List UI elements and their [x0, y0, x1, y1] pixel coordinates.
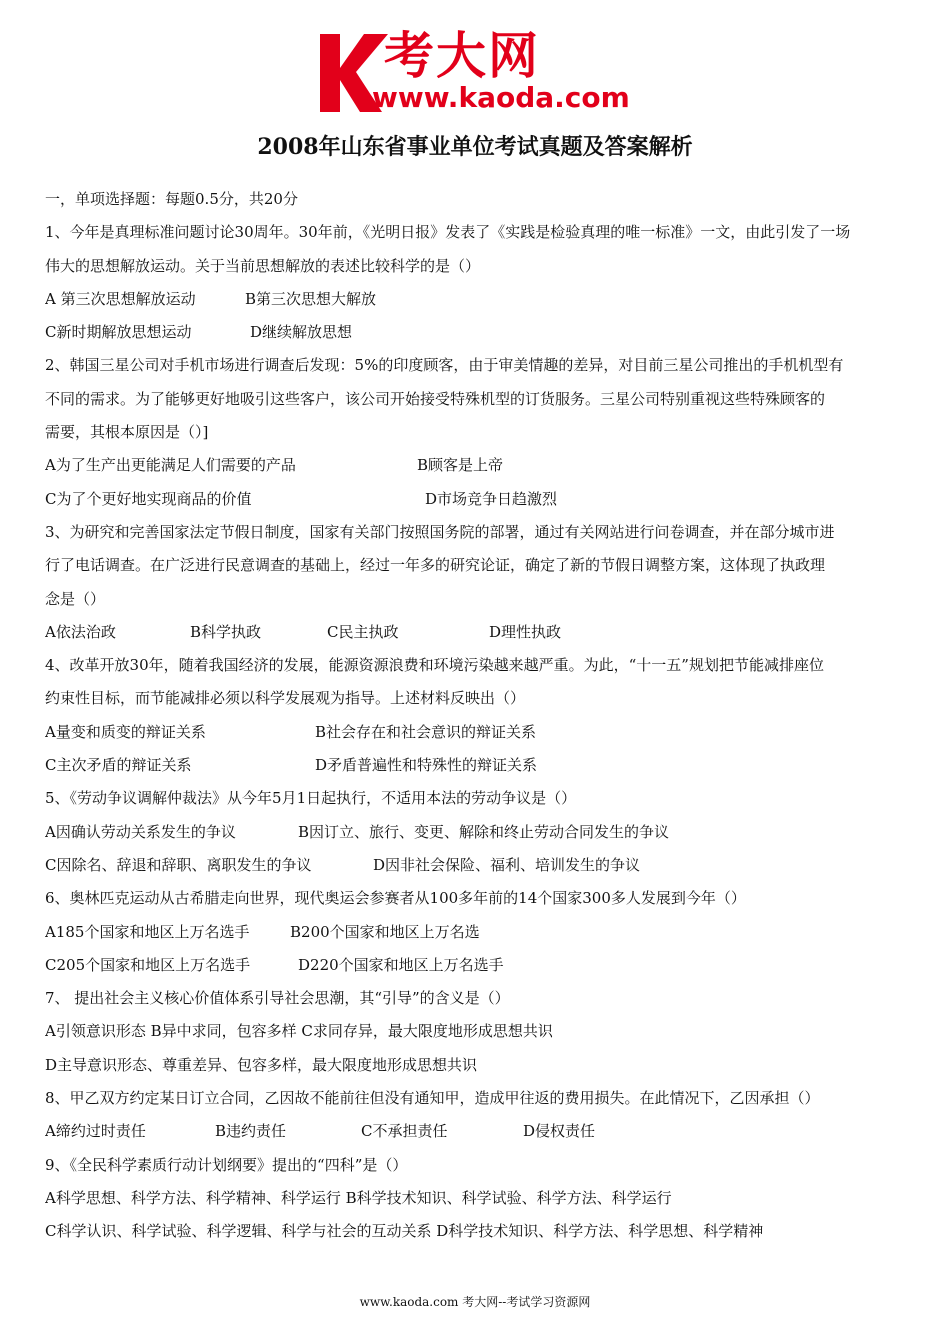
text-line: 6、奥林匹克运动从古希腊走向世界，现代奥运会参赛者从100多年前的14个国家300多人发展到今年（）	[45, 889, 746, 908]
text-line: 2、韩国三星公司对手机市场进行调查后发现：5%的印度顾客，由于审美情趣的差异，对目前三星公司推出的手机机型有	[45, 356, 844, 375]
option-item: D市场竞争日趋激烈	[425, 489, 558, 508]
text-line: D主导意识形态、尊重差异、包容多样，最大限度地形成思想共识	[45, 1055, 478, 1074]
option-item: A缔约过时责任	[45, 1122, 146, 1141]
option-item: C因除名、辞退和辞职、离职发生的争议	[45, 855, 312, 874]
text-line: 7、 提出社会主义核心价值体系引导社会思潮，其“引导”的含义是（）	[45, 989, 510, 1008]
option-item: B第三次思想大解放	[245, 289, 377, 308]
text-line: 约束性目标，而节能减排必须以科学发展观为指导。上述材料反映出（）	[45, 689, 526, 708]
option-item: D矛盾普遍性和特殊性的辩证关系	[315, 756, 538, 775]
option-item: A 第三次思想解放运动	[45, 289, 196, 308]
text-line: C科学认识、科学试验、科学逻辑、科学与社会的互动关系 D科学技术知识、科学方法、科学思想、科学精神	[45, 1222, 764, 1241]
options-line	[45, 283, 907, 316]
logo-url-text: www.kaoda.com	[372, 81, 630, 114]
option-item: C主次矛盾的辩证关系	[45, 756, 192, 775]
options-line	[45, 916, 907, 949]
option-item: B违约责任	[215, 1122, 287, 1141]
text-line: 8、甲乙双方约定某日订立合同，乙因故不能前往但没有通知甲，造成甲往返的费用损失。在此情况下，乙因承担（）	[45, 1089, 820, 1108]
option-item: C新时期解放思想运动	[45, 323, 192, 342]
options-line	[45, 949, 907, 982]
text-line: 4、改革开放30年，随着我国经济的发展，能源资源浪费和环境污染越来越严重。为此，“十一五”规划把节能减排座位	[45, 656, 824, 675]
text-line: 不同的需求。为了能够更好地吸引这些客户，该公司开始接受特殊机型的订货服务。三星公司特别重视这些特殊顾客的	[45, 389, 826, 408]
option-item: D理性执政	[489, 622, 562, 641]
text-line: 一，单项选择题：每题0.5分，共20分	[45, 190, 298, 208]
option-item: C205个国家和地区上万名选手	[45, 955, 251, 974]
text-line: A引领意识形态 B异中求同，包容多样 C求同存异，最大限度地形成思想共识	[45, 1022, 553, 1041]
option-item: A为了生产出更能满足人们需要的产品	[45, 456, 296, 475]
option-item: B200个国家和地区上万名选	[290, 922, 480, 941]
options-line	[45, 716, 907, 749]
option-item: B社会存在和社会意识的辩证关系	[315, 722, 537, 741]
text-line: 需要，其根本原因是（）]	[45, 423, 209, 442]
text-line: A科学思想、科学方法、科学精神、科学运行 B科学技术知识、科学试验、科学方法、科学运行	[45, 1188, 672, 1207]
options-line	[45, 816, 907, 849]
option-item: D220个国家和地区上万名选手	[298, 955, 504, 974]
options-line	[45, 1115, 907, 1148]
option-item: B因订立、旅行、变更、解除和终止劳动合同发生的争议	[298, 822, 670, 841]
options-line	[45, 449, 907, 482]
kaoda-logo	[312, 28, 642, 118]
option-item: D继续解放思想	[250, 323, 353, 342]
option-item: A185个国家和地区上万名选手	[45, 922, 250, 941]
option-item: B科学执政	[190, 622, 262, 641]
text-line: 9、《全民科学素质行动计划纲要》提出的“四科”是（）	[45, 1155, 408, 1174]
options-line	[45, 616, 907, 649]
option-item: B顾客是上帝	[417, 456, 504, 475]
question-content	[45, 183, 907, 1249]
text-line: 行了电话调查。在广泛进行民意调查的基础上，经过一年多的研究论证，确定了新的节假日调整方案，这体现了执政理	[45, 556, 826, 575]
option-item: C不承担责任	[361, 1122, 448, 1141]
option-item: A依法治政	[45, 622, 116, 641]
options-line	[45, 316, 907, 349]
options-line	[45, 749, 907, 782]
page-title: 2008年山东省事业单位考试真题及答案解析	[257, 134, 693, 160]
options-line	[45, 483, 907, 516]
option-item: A量变和质变的辩证关系	[45, 722, 206, 741]
option-item: D侵权责任	[523, 1122, 596, 1141]
option-item: A因确认劳动关系发生的争议	[45, 822, 236, 841]
text-line: 3、为研究和完善国家法定节假日制度，国家有关部门按照国务院的部署，通过有关网站进行问卷调查，并在部分城市进	[45, 522, 835, 541]
option-item: C民主执政	[327, 622, 399, 641]
text-line: 伟大的思想解放运动。关于当前思想解放的表述比较科学的是（）	[45, 256, 481, 275]
text-line: 念是（）	[45, 589, 106, 608]
text-line: 1、今年是真理标准问题讨论30周年。30年前，《光明日报》发表了《实践是检验真理的唯一标准》一文，由此引发了一场	[45, 223, 851, 242]
option-item: D因非社会保险、福利、培训发生的争议	[373, 855, 641, 874]
footer-text: www.kaoda.com 考大网--考试学习资源网	[359, 1295, 591, 1309]
text-line: 5、《劳动争议调解仲裁法》从今年5月1日起执行，不适用本法的劳动争议是（）	[45, 789, 577, 808]
option-item: C为了个更好地实现商品的价值	[45, 489, 252, 508]
logo-chinese-text: 考大网	[384, 27, 540, 85]
options-line	[45, 849, 907, 882]
